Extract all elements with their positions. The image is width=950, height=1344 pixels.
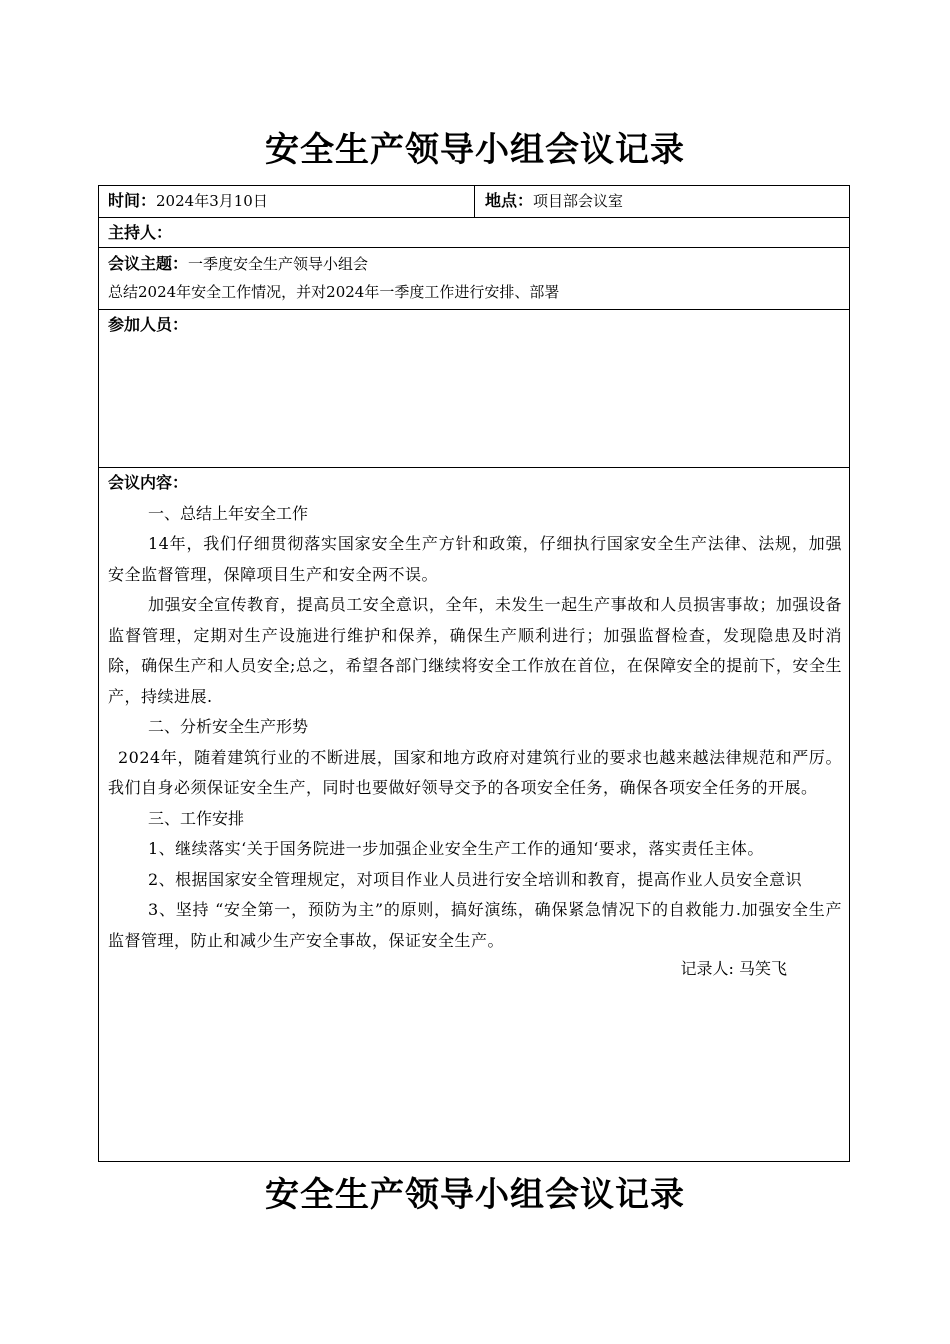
time-cell <box>108 188 268 214</box>
topic-label: 会议主题： <box>108 254 189 273</box>
topic-summary: 总结2024年安全工作情况，并对2024年一季度工作进行安排、部署 <box>108 283 560 301</box>
topic-value: 一季度安全生产领导小组会 <box>188 255 369 273</box>
section-3-title: 三、工作安排 <box>148 808 245 828</box>
time-value: 2024年3月10日 <box>156 192 268 210</box>
topic-row <box>99 248 849 310</box>
work-item-1: 1、继续落实‘关于国务院进一步加强企业安全生产工作的通知‘要求，落实责任主体。 <box>148 839 764 858</box>
column-divider <box>474 186 475 217</box>
attendees-row <box>99 310 849 468</box>
location-value: 项目部会议室 <box>533 192 624 210</box>
time-location-row <box>99 186 849 218</box>
section-2-title: 二、分析安全生产形势 <box>148 717 309 736</box>
document-title: 安全生产领导小组会议记录 <box>265 130 685 170</box>
work-item-2: 2、根据国家安全管理规定，对项目作业人员进行安全培训和教育，提高作业人员安全意识 <box>148 869 803 889</box>
attendees-cell <box>108 312 188 338</box>
paragraph-3: 2024年，随着建筑行业的不断进展，国家和地方政府对建筑行业的要求也越来越法律规范和严厉。我们自身必须保证安全生产，同时也要做好领导交予的各项安全任务，确保各项安全任务的开展。 <box>108 747 842 797</box>
location-cell <box>485 188 623 214</box>
host-row <box>99 218 849 248</box>
attendees-label: 参加人员： <box>108 315 189 334</box>
content-label: 会议内容： <box>108 473 189 492</box>
paragraph-1: 14年，我们仔细贯彻落实国家安全生产方针和政策，仔细执行国家安全生产法律、法规，加强安全监督管理，保障项目生产和安全两不误。 <box>108 534 842 584</box>
meeting-content <box>108 468 842 982</box>
section-1-title: 一、总结上年安全工作 <box>148 503 309 523</box>
host-cell <box>108 220 172 246</box>
location-label: 地点： <box>485 191 534 210</box>
next-page-title: 安全生产领导小组会议记录 <box>265 1175 685 1215</box>
meeting-record-table <box>98 185 850 1162</box>
time-label: 时间： <box>108 191 157 210</box>
work-item-3: 3、坚持 “安全第一，预防为主”的原则，搞好演练，确保紧急情况下的自救能力.加强安全生产监督管理，防止和减少生产安全事故，保证安全生产。 <box>108 900 842 950</box>
content-row <box>99 468 849 1162</box>
paragraph-2: 加强安全宣传教育，提高员工安全意识，全年，未发生一起生产事故和人员损害事故；加强设备监督管理，定期对生产设施进行维护和保养，确保生产顺利进行；加强监督检查，发现隐患及时消除，确保生产和人员安全;总之，希望各部门继续将安全工作放在首位，在保障安全的提前下，安全生产，持续进展. <box>108 595 842 706</box>
topic-cell <box>108 250 559 306</box>
recorder-signature: 记录人: 马笑飞 <box>680 959 787 978</box>
host-label: 主持人： <box>108 223 173 242</box>
